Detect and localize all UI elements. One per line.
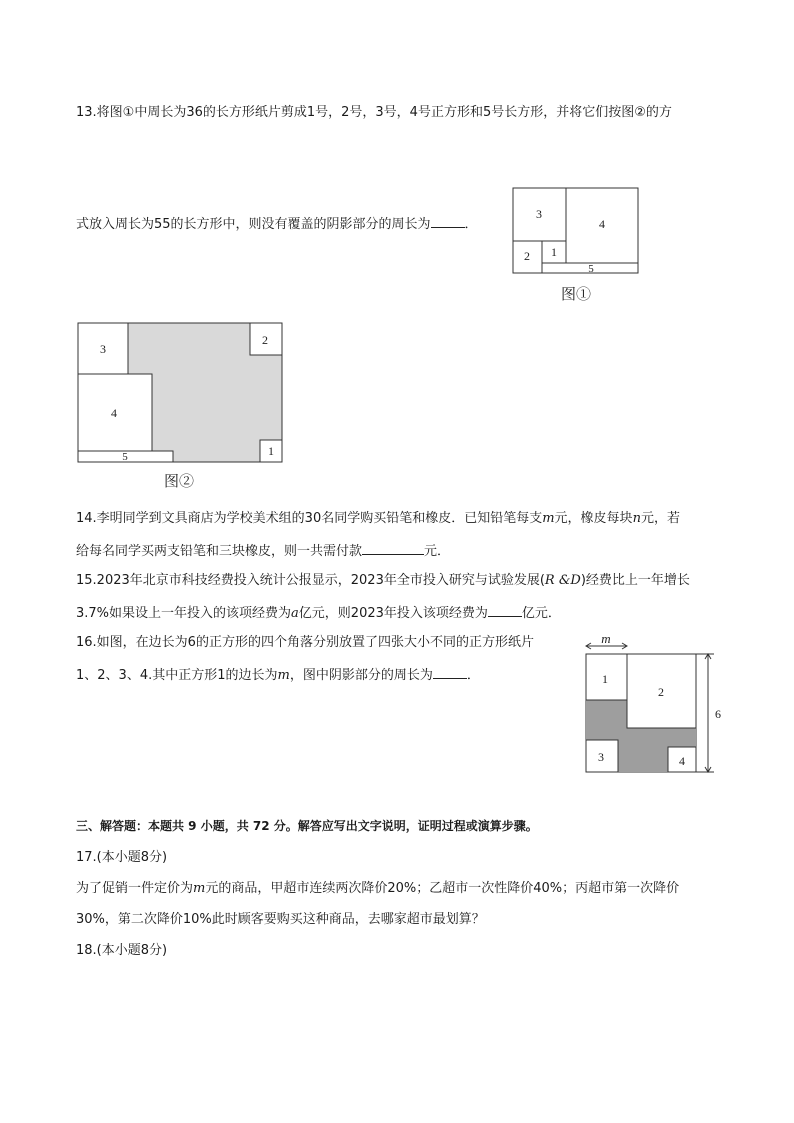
q14-text-2-end: 元． [424, 544, 451, 559]
fig2-label-2: 2 [262, 333, 268, 347]
q14-answer-blank[interactable] [362, 540, 424, 555]
q16-line1 [76, 633, 534, 653]
fig1-label-5: 5 [588, 263, 594, 275]
q17-text-1b: 元的商品，甲超市连续两次降价20%；乙超市一次性降价40%；丙超市第一次降价 [205, 881, 680, 896]
q15-line2 [76, 602, 561, 624]
q16-text-2a: 1、2、3、4.其中正方形1的边长为 [76, 668, 278, 683]
q14-text-1b: 元，橡皮每块 [554, 511, 633, 526]
q13-line2 [76, 213, 478, 235]
q14-text-1c: 元，若 [640, 511, 680, 526]
q16-text-1: 16.如图，在边长为6的正方形的四个角落分别放置了四张大小不同的正方形纸片 [76, 635, 534, 650]
fig1-label-3: 3 [536, 207, 542, 221]
fig2-caption: 图② [163, 474, 195, 490]
q15-text-2-end: 亿元． [521, 606, 561, 621]
figure-q16 [580, 632, 724, 782]
q14-text-2: 给每名同学买两支铅笔和三块橡皮，则一共需付款 [76, 544, 363, 559]
q16-line2 [76, 664, 480, 686]
q16-label-4: 4 [679, 754, 685, 768]
q16-answer-blank[interactable] [433, 664, 467, 679]
q15-text-1a: 15.2023年北京市科技经费投入统计公报显示，2023年全市投入研究与试验发展( [76, 573, 545, 588]
q13-text-1: 13.将图①中周长为36的长方形纸片剪成1号，2号，3号，4号正方形和5号长方形，并将它们按图②的方 [76, 105, 672, 120]
q17-var-m: m [193, 881, 206, 896]
fig1-label-2: 2 [524, 249, 530, 263]
q18-head [76, 941, 167, 961]
q16-dim-top-label: m [601, 632, 611, 646]
q14-var-m: m [542, 511, 555, 526]
fig2-label-5: 5 [122, 451, 128, 463]
q17-line1 [76, 879, 679, 899]
fig2-label-3: 3 [100, 342, 106, 356]
q16-label-3: 3 [598, 750, 604, 764]
q13-text-2: 式放入周长为55的长方形中，则没有覆盖的阴影部分的周长为 [76, 217, 431, 232]
q13-answer-blank[interactable] [431, 213, 465, 228]
section-3-heading-text: 三、解答题：本题共 9 小题，共 72 分。解答应写出文字说明，证明过程或演算步骤。 [76, 819, 538, 833]
section-3-heading [76, 816, 538, 836]
q14-line1 [76, 509, 680, 529]
q14-var-n: n [632, 511, 641, 526]
q14-line2 [76, 540, 450, 562]
fig1-label-1: 1 [551, 245, 557, 259]
q16-label-2: 2 [658, 685, 664, 699]
q17-head-text: 17.(本小题8分) [76, 850, 168, 865]
q15-text-2a: 3.7%如果设上一年投入的该项经费为 [76, 606, 292, 621]
fig2-label-4: 4 [111, 406, 117, 420]
q16-label-1: 1 [602, 672, 608, 686]
q15-rd: R &D [544, 573, 581, 588]
q16-var-m: m [277, 668, 290, 683]
q17-head [76, 848, 167, 868]
q16-end: ． [466, 668, 480, 683]
q15-text-1b: )经费比上一年增长 [580, 573, 690, 588]
fig2-label-1: 1 [268, 444, 274, 458]
q17-text-2: 30%，第二次降价10%此时顾客要购买这种商品，去哪家超市最划算？ [76, 912, 485, 927]
q18-head-text: 18.(本小题8分) [76, 943, 168, 958]
q15-line1 [76, 571, 690, 591]
q16-text-2b: ，图中阴影部分的周长为 [289, 668, 433, 683]
q15-var-a: a [291, 606, 299, 621]
fig1-label-4: 4 [599, 217, 605, 231]
q16-dim-right-label: 6 [715, 707, 721, 721]
fig1-caption: 图① [560, 287, 592, 303]
q15-text-2b: 亿元，则2023年投入该项经费为 [298, 606, 488, 621]
figure-1 [510, 186, 642, 306]
figure-2 [75, 320, 285, 492]
q13-end: ． [464, 217, 478, 232]
q17-text-1a: 为了促销一件定价为 [76, 881, 194, 896]
q14-text-1a: 14.李明同学到文具商店为学校美术组的30名同学购买铅笔和橡皮．已知铅笔每支 [76, 511, 543, 526]
q15-answer-blank[interactable] [488, 602, 522, 617]
q17-line2 [76, 910, 485, 930]
q13-line1 [76, 103, 672, 123]
